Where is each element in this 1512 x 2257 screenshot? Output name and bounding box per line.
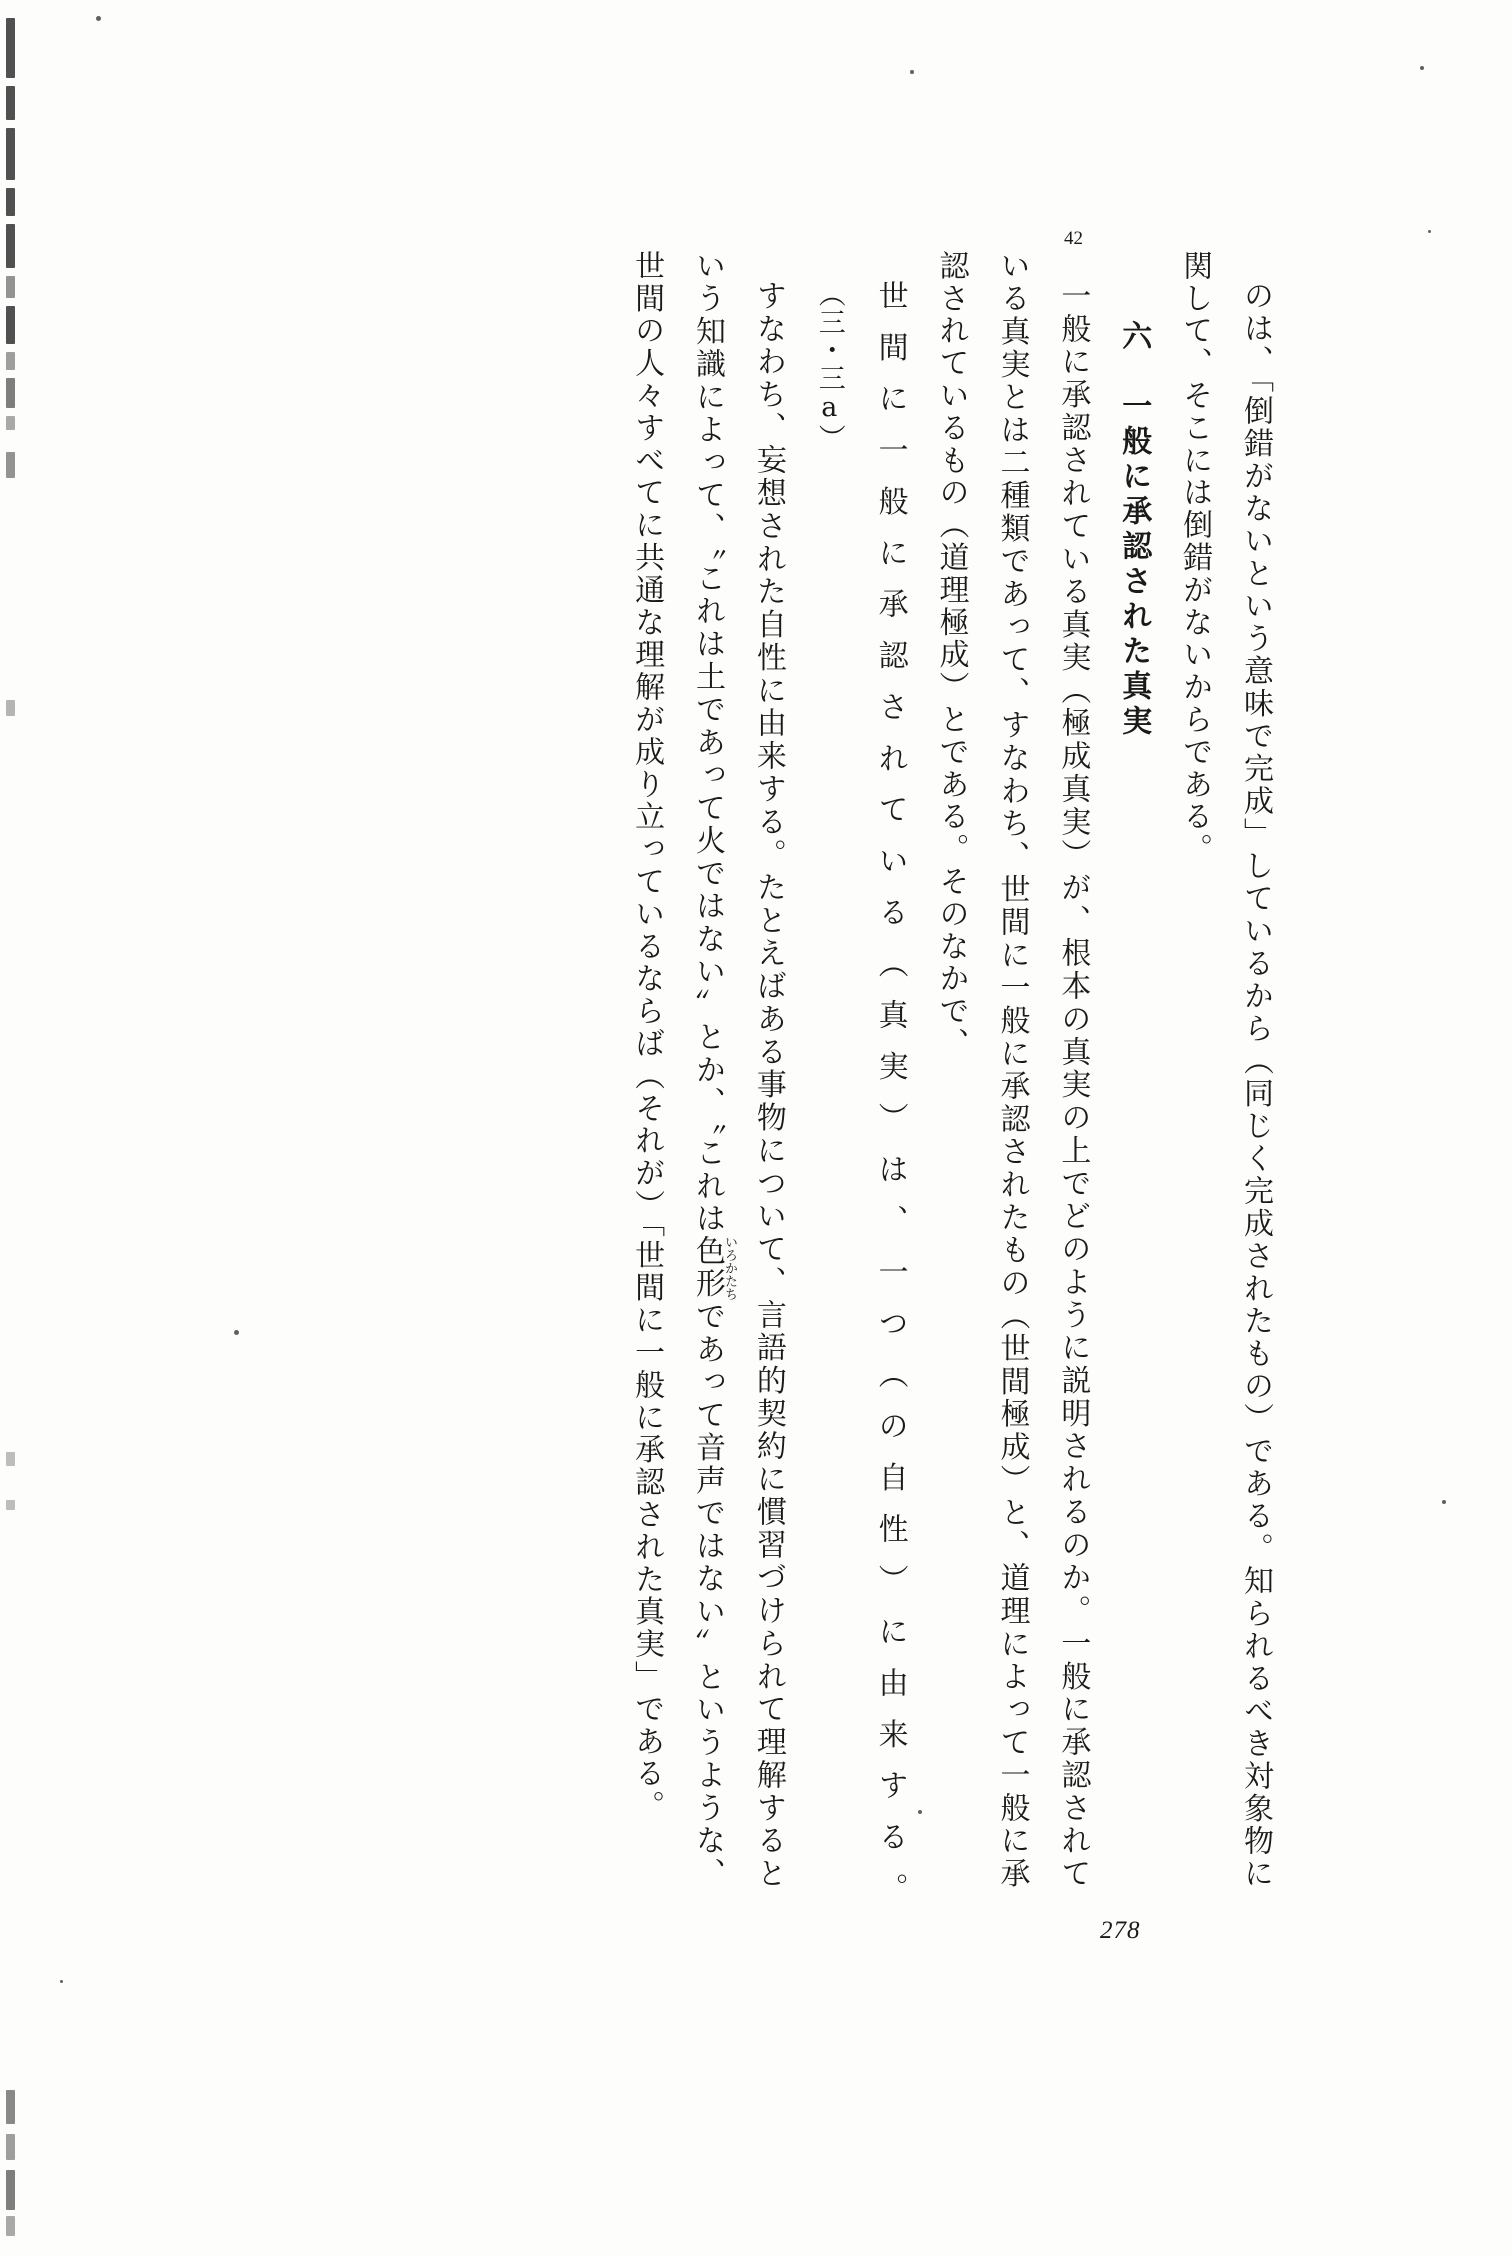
page-number: 278 — [1100, 1917, 1141, 1944]
paragraph-opening: のは、「倒錯がないという意味で完成」しているから（同じく完成されたもの）である。知られるべき対象物に関して、そこには倒錯がないからである。 — [1177, 250, 1273, 1890]
paragraph-verse — [798, 250, 920, 1890]
paragraph-explanation: すなわち、妄想された自性に由来する。たとえばある事物について、言語的契約に慣習づけられて理解するという知識によって、〝これは土であって火ではない〟とか、〝これは色形いろかたちであって音声ではない〟というような、世間の人々すべてに共通な理解が成り立っているならば（それが）「世間に一般に承認された真実」である。 — [629, 250, 786, 1890]
paragraph-two-kinds: 一般に承認されている真実（極成真実）が、根本の真実の上でどのように説明されるのか。一般に承認されている真実とは二種類であって、すなわち、世間に一般に承認されたもの（世間極成）と、道理によって一般に承認されているもの（道理極成）とである。そのなかで、 — [933, 250, 1091, 1890]
section-number: 六 — [1116, 320, 1152, 355]
section-heading — [1102, 250, 1163, 1890]
section-title: 一般に承認された真実 — [1116, 390, 1152, 740]
folio-top-number: 42 — [1064, 228, 1083, 249]
main-text-block — [185, 250, 1285, 1890]
verse-text: 世間に一般に承認されている（真実）は、一つ（の自性）に由来する。 — [872, 280, 908, 1890]
verse-reference: （三・三a） — [813, 280, 845, 452]
ruby-annotation: 色形いろかたち — [689, 1235, 737, 1301]
scan-edge-artifacts — [0, 0, 26, 2257]
